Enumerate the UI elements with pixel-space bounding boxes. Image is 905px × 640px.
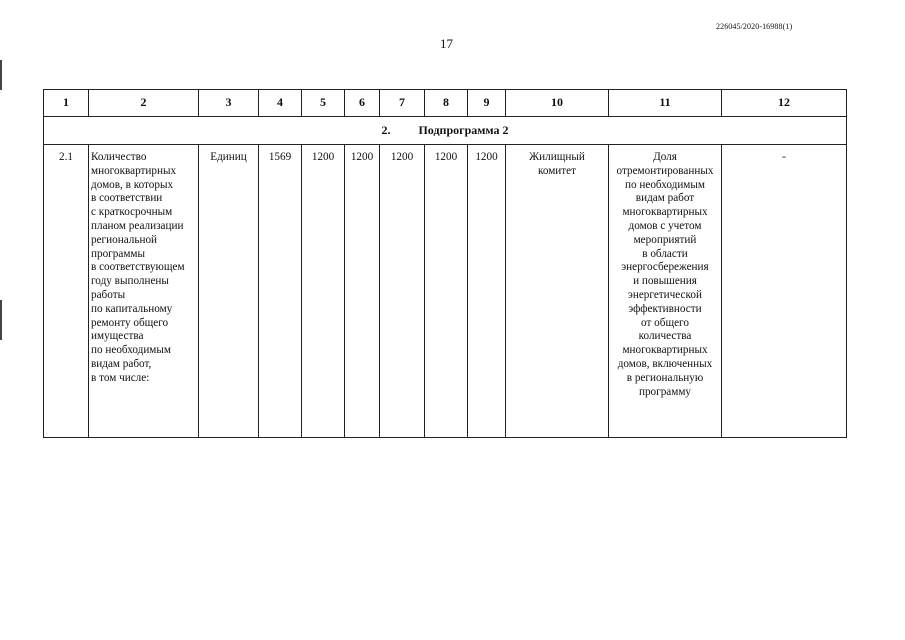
value-cell-7: 1200 — [380, 145, 425, 438]
section-heading — [44, 117, 847, 145]
value-cell-5: 1200 — [302, 145, 345, 438]
indicator-line: программы — [91, 247, 145, 260]
header-cell-11: 11 — [609, 90, 722, 117]
description-line: и повышения — [633, 275, 697, 288]
page-number: 17 — [440, 36, 453, 51]
indicator-line: с краткосрочным — [91, 206, 173, 219]
unit-cell: Единиц — [199, 145, 259, 438]
description-line: от общего — [641, 316, 689, 329]
indicator-name — [89, 145, 199, 438]
row-number: 2.1 — [44, 145, 89, 438]
indicator-line: многоквартирных — [91, 164, 177, 177]
value-cell-9: 1200 — [468, 145, 506, 438]
description-line: эффективности — [628, 302, 702, 315]
indicator-line: по капитальному — [91, 302, 173, 315]
header-cell-10: 10 — [506, 90, 609, 117]
indicator-line: домов, в которых — [91, 178, 174, 191]
description-line: в области — [642, 247, 688, 260]
section-number: 2. — [381, 122, 391, 137]
section-row — [44, 117, 847, 145]
description-cell — [609, 145, 722, 438]
header-cell-4: 4 — [259, 90, 302, 117]
description-line: многоквартирных — [622, 344, 708, 357]
indicator-line: по необходимым — [91, 344, 171, 357]
indicator-line: в соответствии — [91, 192, 163, 205]
description-line: многоквартирных — [622, 206, 708, 219]
indicator-line: работы — [91, 288, 126, 301]
description-line: программу — [638, 385, 692, 398]
description-line: видам работ — [635, 192, 695, 205]
description-line: количества — [638, 330, 692, 343]
description-line: энергосбережения — [621, 261, 709, 274]
indicator-line: в том числе: — [91, 371, 150, 384]
column-12-cell: - — [722, 145, 847, 438]
value-cell-8: 1200 — [425, 145, 468, 438]
description-line: домов, включенных — [617, 357, 713, 370]
header-row — [44, 90, 847, 117]
description-line: энергетической — [628, 288, 702, 301]
header-cell-12: 12 — [722, 90, 847, 117]
description-line: мероприятий — [633, 233, 697, 246]
header-cell-2: 2 — [89, 90, 199, 117]
header-cell-3: 3 — [199, 90, 259, 117]
header-cell-7: 7 — [380, 90, 425, 117]
description-line: по необходимым — [625, 178, 705, 191]
header-cell-9: 9 — [468, 90, 506, 117]
description-line: в региональную — [626, 371, 704, 384]
description-line: Доля — [653, 151, 677, 163]
program-table — [43, 89, 847, 438]
indicator-line: ремонту общего — [91, 316, 169, 329]
document-id: 226045/2020-16988(1) — [716, 22, 793, 31]
indicator-line: региональной — [91, 233, 158, 246]
header-cell-1: 1 — [44, 90, 89, 117]
indicator-line: году выполнены — [91, 275, 169, 288]
responsible-line: Жилищный — [529, 151, 585, 163]
header-cell-6: 6 — [345, 90, 380, 117]
description-line: отремонтированных — [616, 164, 714, 177]
responsible-line: комитет — [537, 164, 577, 177]
section-title: Подпрограмма 2 — [418, 122, 509, 137]
description-line: домов с учетом — [628, 219, 702, 232]
responsible-cell — [506, 145, 609, 438]
header-cell-5: 5 — [302, 90, 345, 117]
scan-edge-mark — [0, 60, 2, 90]
indicator-line: видам работ, — [91, 357, 152, 370]
value-cell-6: 1200 — [345, 145, 380, 438]
header-cell-8: 8 — [425, 90, 468, 117]
indicator-line: в соответствующем — [91, 261, 185, 274]
indicator-line: имущества — [91, 330, 144, 343]
table-row — [44, 145, 847, 438]
scan-edge-mark — [0, 300, 2, 340]
value-cell-4: 1569 — [259, 145, 302, 438]
indicator-line: Количество — [91, 151, 147, 163]
indicator-line: планом реализации — [91, 219, 184, 232]
